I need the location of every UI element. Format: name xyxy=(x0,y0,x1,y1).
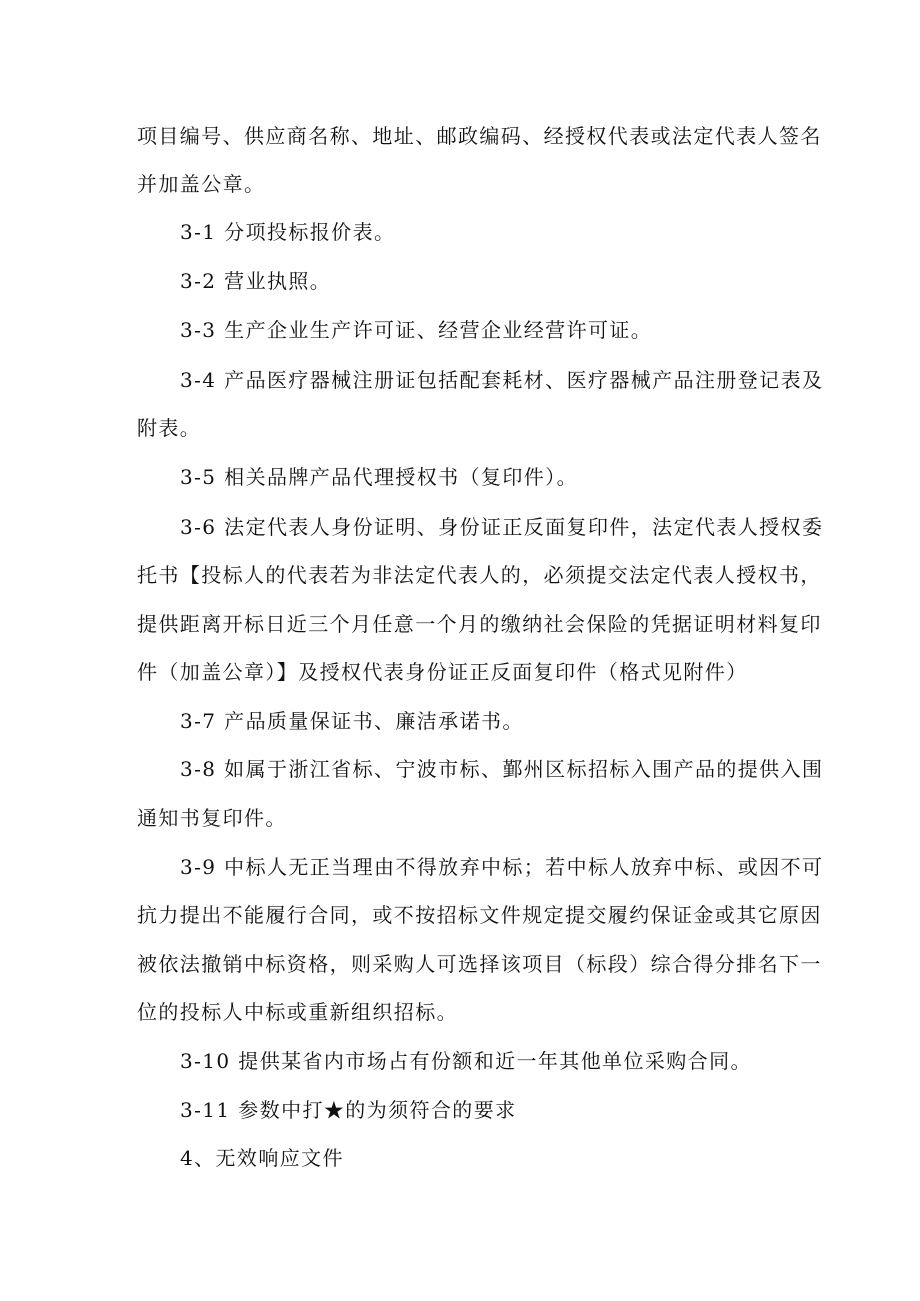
text-line: 抗力提出不能履行合同，或不按招标文件规定提交履约保证金或其它原因 xyxy=(137,903,822,927)
text-line: 3-10 提供某省内市场占有份额和近一年其他单位采购合同。 xyxy=(180,1049,752,1073)
text-line: 3-4 产品医疗器械注册证包括配套耗材、医疗器械产品注册登记表及 xyxy=(180,368,824,392)
text-line: 3-11 参数中打★的为须符合的要求 xyxy=(180,1098,517,1122)
text-line: 3-2 营业执照。 xyxy=(180,269,332,293)
text-line: 位的投标人中标或重新组织招标。 xyxy=(137,1000,458,1024)
text-line: 3-1 分项投标报价表。 xyxy=(180,220,396,244)
text-line: 件（加盖公章）】及授权代表身份证正反面复印件（格式见附件） xyxy=(137,660,748,684)
text-line: 3-9 中标人无正当理由不得放弃中标；若中标人放弃中标、或因不可 xyxy=(180,855,824,879)
text-line: 3-8 如属于浙江省标、宁波市标、鄞州区标招标入围产品的提供入围 xyxy=(180,757,824,781)
text-line: 3-3 生产企业生产许可证、经营企业经营许可证。 xyxy=(180,318,653,342)
text-line: 项目编号、供应商名称、地址、邮政编码、经授权代表或法定代表人签名 xyxy=(137,124,822,148)
text-line: 3-7 产品质量保证书、廉洁承诺书。 xyxy=(180,709,524,733)
text-line: 3-6 法定代表人身份证明、身份证正反面复印件，法定代表人授权委 xyxy=(180,515,824,539)
text-line: 提供距离开标日近三个月任意一个月的缴纳社会保险的凭据证明材料复印 xyxy=(137,612,822,636)
section-heading: 4、无效响应文件 xyxy=(180,1146,344,1170)
text-line: 托书【投标人的代表若为非法定代表人的，必须提交法定代表人授权书， xyxy=(137,563,822,587)
text-line: 通知书复印件。 xyxy=(137,806,287,830)
text-line: 并加盖公章。 xyxy=(137,172,266,196)
text-line: 3-5 相关品牌产品代理授权书（复印件）。 xyxy=(180,465,578,489)
text-line: 附表。 xyxy=(137,416,202,440)
text-line: 被依法撤销中标资格，则采购人可选择该项目（标段）综合得分排名下一 xyxy=(137,952,822,976)
